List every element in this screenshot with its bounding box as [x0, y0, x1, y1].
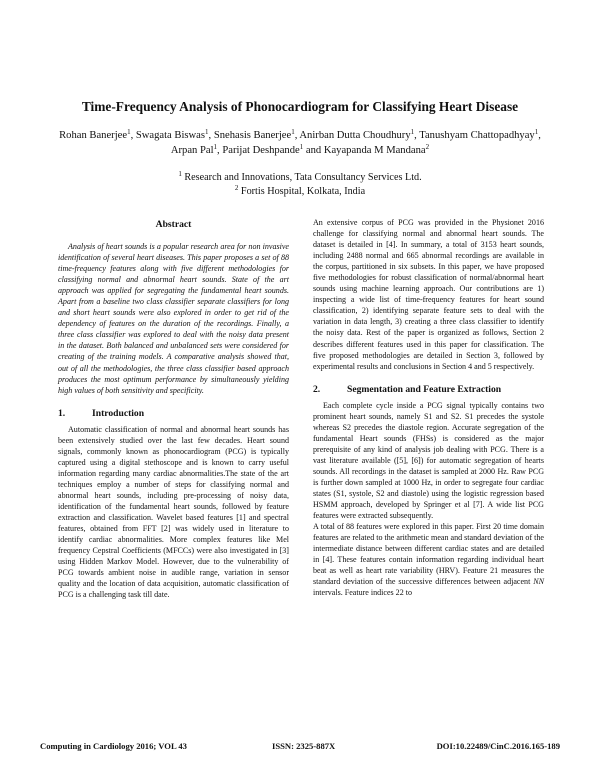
- abstract-heading: Abstract: [155, 219, 192, 230]
- intro-continuation-text: An extensive corpus of PCG was provided in the Physionet 2016 challenge for classifying normal and abnormal heart sounds. The dataset is detailed in [4]. In summary, a total of 3153 heart sounds, including 2488 normal and 665 abnormal recordings are available in the corpus, partitioned in six subsets. In this paper, we have proposed five methodologies for robust classification of normal/abnormal heart sounds using machine learning approach. Our contributions are 1) inspecting a wide list of time-frequency features for heart sound classification, 2) identifying separate feature sets to deal with the variation in data length, 3) creating a three class classifier to identify the noisy data. Rest of the paper is organized as follows, Section 2 describes different features used in this paper for classification. The five proposed methodologies are detailed in Section 3, followed by experimental results and conclusions in Section 4 and 5 respectively.: [313, 218, 544, 371]
- author: Parijat Deshpande$^1$: [222, 142, 304, 156]
- affiliation: $^2$ Fortis Hospital, Kolkata, India: [234, 184, 366, 197]
- left-column: [58, 217, 289, 600]
- author: Arpan Pal$^1$: [170, 142, 218, 156]
- author: Tanushyam Chattopadhyay$^1$: [419, 128, 539, 141]
- abstract-text: Analysis of heart sounds is a popular research area for non invasive identification of several heart diseases. This paper proposes a set of 88 time-frequency features along with five different methodologies for classifying normal and abnormal heart sounds. State of the art approach was applied for segregating the fundamental heart sounds. Apart from a baseline two class classifier separate classifiers for long and short heart sounds were also explored in order to get rid of the dependency of features on the duration of the recordings. Finally, a three class classifier was explored to deal with the noisy data present in the dataset. Both balanced and unbalanced sets were considered for creating of the training models. A comparative analysis showed that, out of all the methodologies, the three class classifier based approach produces the most optimum performance by simultaneously yielding high values of both sensitivity and specificity.: [58, 242, 289, 395]
- features-paragraph: A total of 88 features were explored in this paper. First 20 time domain features are related to the arithmetic mean and standard deviation of the intermediate distance between different cardiac states and are detailed in [4]. These features contain information regarding individual heart beat as well as heart rate variability (HRV). Feature 21 measures the standard deviation of the successive differences between adjacent NN intervals. Feature indices 22 to: [313, 522, 544, 598]
- section-heading: 2. Segmentation and Feature Extraction: [313, 383, 502, 395]
- paper-title: Time-Frequency Analysis of Phonocardiogram for Classifying Heart Disease: [81, 99, 519, 114]
- author: Rohan Banerjee$^1$: [59, 128, 131, 141]
- issn: ISSN: 2325-887X: [272, 741, 336, 751]
- author: Snehasis Banerjee$^1$: [213, 128, 295, 141]
- affiliations: [100, 171, 500, 199]
- author: Swagata Biswas$^1$: [135, 128, 209, 141]
- right-column: [313, 217, 544, 599]
- journal-citation: Computing in Cardiology 2016; VOL 43: [40, 741, 187, 751]
- author: Kayapanda M Mandana$^2$: [323, 142, 430, 156]
- section-heading: 1. Introduction: [58, 407, 145, 419]
- doi: DOI:10.22489/CinC.2016.165-189: [436, 741, 560, 751]
- affiliation: $^1$ Research and Innovations, Tata Consultancy Services Ltd.: [178, 170, 422, 183]
- segmentation-paragraph: Each complete cycle inside a PCG signal typically contains two prominent heart sounds, namely S1 and S2. S1 precedes the systole whereas S2 precedes the diastole region. Accurate segregation of the fundamental Heart sounds (FHSs) is considered as the major prerequisite of any kind of analysis job dealing with PCG. There is a vast literature available ([5], [6]) for automatic segregation of hearts sounds. All recordings in the dataset is sampled at 2000 Hz. Raw PCG is further down sampled at 1000 Hz, in order to segregate four cardiac states (S1, systole, S2 and diastole) using the logistic regression based HSMM approach, developed by Springer et al [7]. A wide list PCG features were extracted subsequently.: [313, 400, 544, 521]
- author-list: Rohan Banerjee$^1$, Swagata Biswas$^1$, Snehasis Banerjee$^1$, Anirban Dutta Choudhury$^1$, Tanushyam Chattopadhyay$^1$, Arpan Pal$^1$, Parijat Deshpande$^1$ and Kayapanda M Mandana$^2$: [59, 128, 541, 156]
- introduction-text: Automatic classification of normal and abnormal heart sounds has been extensively studied over the last few decades. Heart sound signals, commonly known as phonocardiogram (PCG) is typically captured using a digital stethoscope and is known to carry useful information regarding many cardiac abnormalities.The state of the art techniques employ a number of steps for classifying normal and abnormal heart sounds, including pre-processing of noisy data, identification of the fundamental heart sounds, followed by feature extraction and classification. Wavelet based features [1] and spectral features, obtained from FFT [2] was widely used in literature to identify cardiac abnormalities. More complex features like Mel frequency Cepstral Coefficients (MFCCs) were also investigated in [3] using Hidden Markov Model. However, due to the vulnerability of PCG towards ambient noise in audible range, variation in sensor quality and the location of data acquisition, automatic classification of PCG is a challenging task till date.: [58, 424, 289, 600]
- author: Anirban Dutta Choudhury$^1$: [299, 128, 415, 141]
